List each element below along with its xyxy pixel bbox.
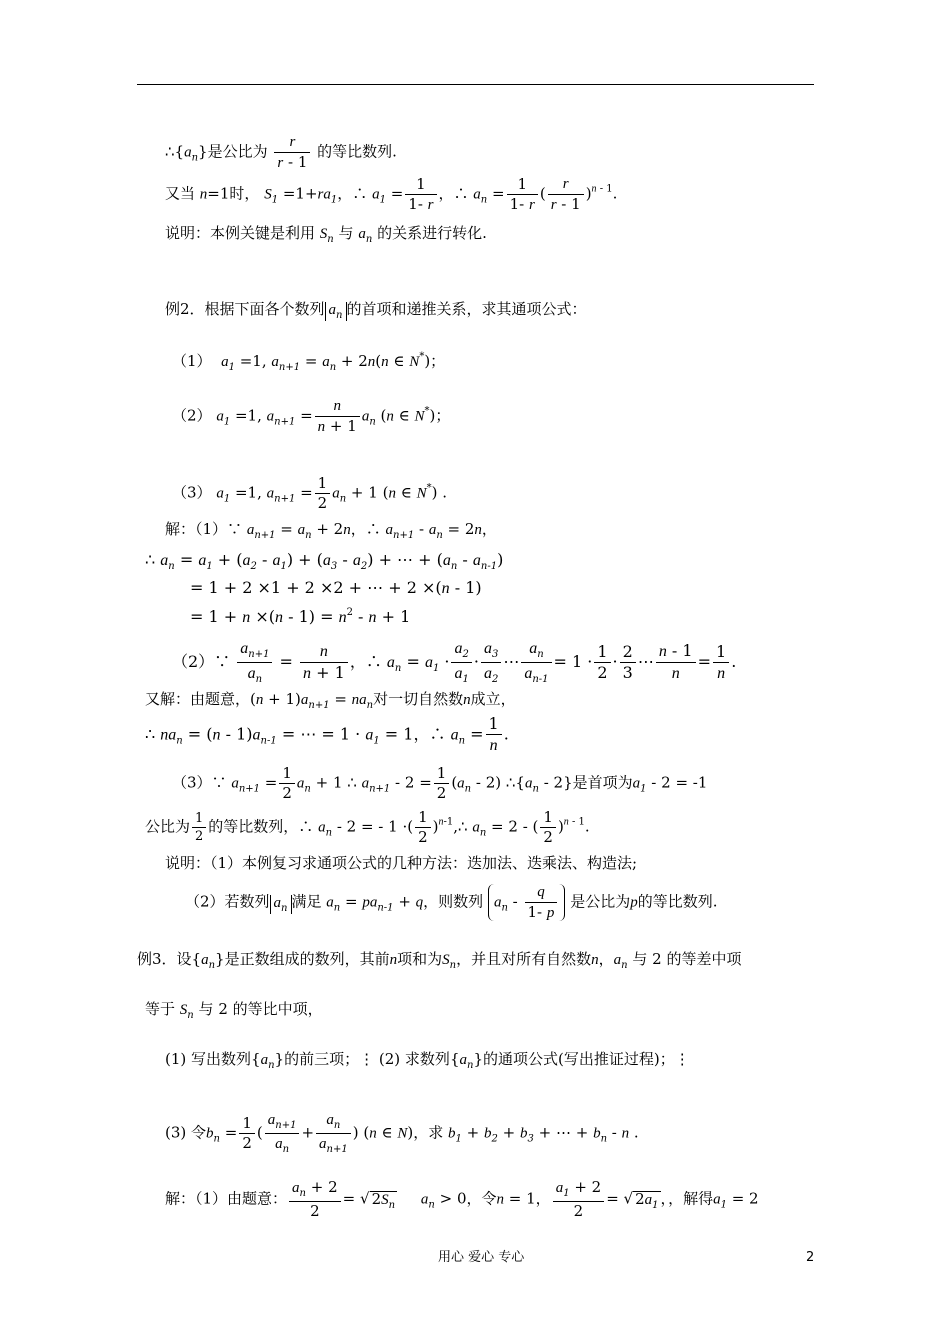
header-rule (137, 84, 814, 85)
solution-1-line3: = 1 + 2 ×1 + 2 ×2 + ⋯ + 2 ×(n - 1) (190, 578, 482, 597)
ex3-question-1-2: (1) 写出数列$\{a_n\}$的前三项；⋮ (2) 求数列$\{a_n\}$的通项公式(写出推证过程)；⋮ (165, 1050, 690, 1071)
line-n-equals-1: 又当 n=1时， $S_1 =1+ra_1$，∴ $a_1$ = $\frac{1}{1- r}$ ，∴ $a_n$ = $\frac{1}{1- r}$ ( $\frac{r}{r - 1}$ )$^{n - 1}$. (165, 174, 618, 213)
note-construction: （2）若数列 $a_n$ 满足 $a_n = pa_{n-1} + q$，则数列 $a_n$ - $\frac{q}{1- p}$ 是公比为p的等比数列. (185, 884, 718, 921)
page-number: 2 (806, 1250, 815, 1265)
example-2-heading: 例2．根据下面各个数列 $a_n$ 的首项和递推关系，求其通项公式： (165, 300, 587, 321)
alternative-solution-line2: ∴ $na_n = (n - 1)a_{n-1}$ = ⋯ = $1 \cdot a_1 = 1$，∴ $a_n$ = $\frac{1}{n}$ . (145, 714, 509, 754)
line-ratio-statement: $\therefore\{a_n\}$是公比为 $\frac{r}{r - 1}$ 的等比数列. (165, 134, 397, 171)
example-3-line1: 例3．设$\{a_n\}$是正数组成的数列，其前n项和为$S_n$，并且对所有自然数n，$a_n$ 与 2 的等差中项 (137, 950, 742, 971)
alternative-solution-line1: 又解：由题意，$(n + 1)a_{n+1} = na_n$对一切自然数n成立， (145, 690, 516, 711)
ex2-part-1: （1） $a_1 =1$, $a_{n+1} = a_n + 2n(n$ ∈ N*)； (172, 351, 446, 373)
ex3-answer: 解：（1）由题意： $\frac{a_n + 2}{2}$ = √ $2S_n$ $a_n > 0$，令n = 1， $\frac{a_1 + 2}{2}$ = √ $2a_1$ ，，解得$a_1 = 2$ (165, 1178, 759, 1220)
ex3-question-3: (3) 令$b_n$ = $\frac{1}{2}$ ( $\frac{a_{n+1}}{a_n}$ + $\frac{a_n}{a_{n+1}}$ ) (n ∈ N)，求 $b_1 + b_2 + b_3$ + ⋯ + $b_n$ - n . (165, 1112, 639, 1155)
solution-1-line1: 解：（1）∵ $a_{n+1} = a_n + 2n$，∴ $a_{n+1} - a_n = 2n$， (165, 520, 497, 541)
footer-text: 用心 爱心 专心 (438, 1250, 525, 1265)
solution-1-line2: ∴ $a_n = a_1 + (a_2 - a_1) + (a_3 - a_2)$ + ⋯ + $(a_n - a_{n-1})$ (145, 550, 504, 572)
ex2-part-2: （2） $a_1 =1$, $a_{n+1}$ = $\frac{n}{n + 1}$ $a_n$ (n ∈ N*)； (172, 398, 451, 435)
solution-3-line1: （3）∵ $a_{n+1}$ = $\frac{1}{2}$ $a_n + 1$ ∴ $a_{n+1} - 2$ = $\frac{1}{2}$ $(a_n - 2)$ $\therefore\{a_n - 2\}$是首项为$a_1 - 2 = -1$ (172, 764, 708, 802)
solution-3-line2: 公比为 $\frac{1}{2}$ 的等比数列，∴ $a_n - 2$ = - 1 ·( $\frac{1}{2}$ )$^{n-1}$,∴ $a_n = 2$ - ( $\frac{1}{2}$ )$^{n - 1}$. (145, 808, 590, 846)
example-3-line2: 等于 $S_n$ 与 2 的等比中项， (145, 1000, 323, 1021)
solution-2: （2）∵ $\frac{a_{n+1}}{a_n}$ = $\frac{n}{n + 1}$ ，∴ $a_n = a_1$ · $\frac{a_2}{a_1}$ · $\frac{a_3}{a_2}$ ⋯ $\frac{a_n}{a_{n-1}}$ = 1 · $\frac{1}{2}$ · $\frac{2}{3}$ ⋯ $\frac{n - 1}{n}$ = $\frac{1}{n}$ . (172, 640, 737, 685)
ex2-part-3: （3） $a_1 =1$, $a_{n+1}$ = $\frac{1}{2}$ $a_n + 1$ (n ∈ N*) . (172, 474, 447, 512)
note-methods: 说明：（1）本例复习求通项公式的几种方法：迭加法、迭乘法、构造法; (165, 854, 638, 872)
line-note-key: 说明：本例关键是利用 $S_n$ 与 $a_n$ 的关系进行转化. (165, 224, 487, 245)
solution-1-line4: = $1 + n \times(n - 1) = n^2 - n + 1$ (190, 607, 411, 626)
